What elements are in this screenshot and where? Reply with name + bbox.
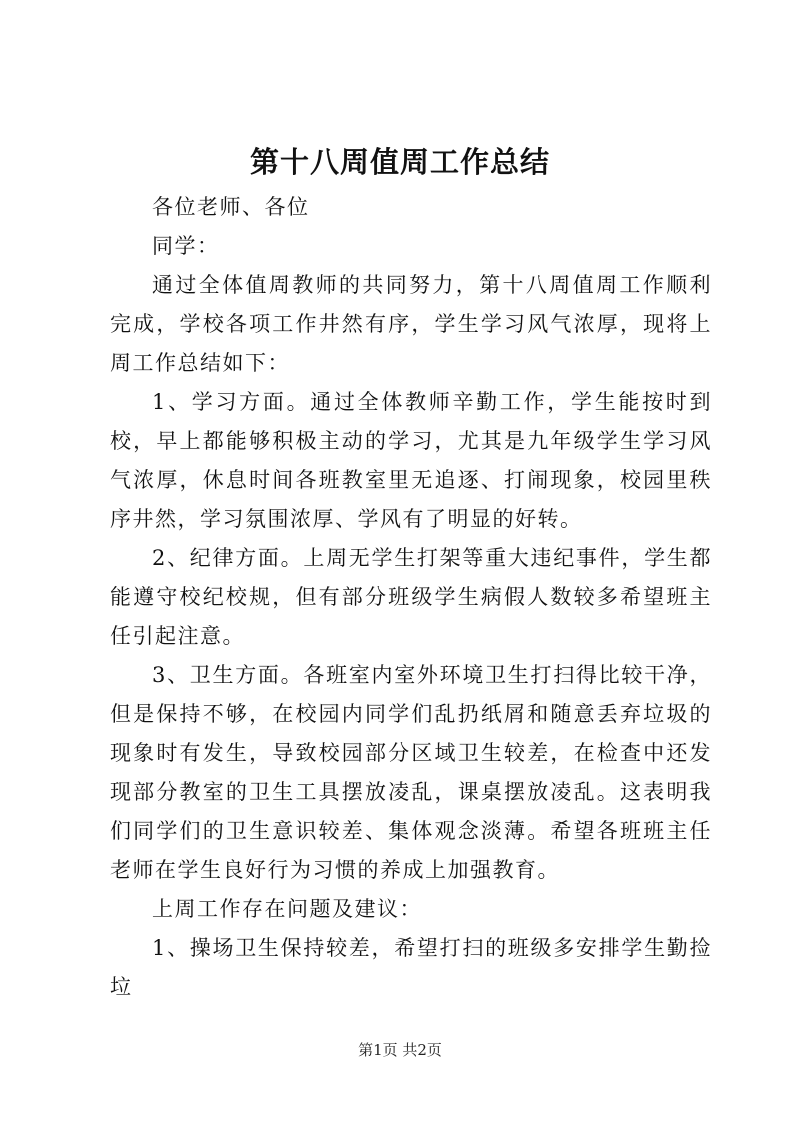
document-title: 第十八周值周工作总结 [249,145,550,179]
page-footer: 第1页 共2页 [358,1041,442,1059]
study-paragraph: 1、学习方面。通过全体教师辛勤工作，学生能按时到校，早上都能够积极主动的学习，尤其是九年级学生学习风气浓厚，休息时间各班教室里无追逐、打闹现象，校园里秩序井然，学习氛围浓厚、学风有了明显的好转。 [110,390,712,531]
document-body [110,188,712,1007]
issues-heading: 上周工作存在问题及建议： [152,897,422,921]
discipline-paragraph: 2、纪律方面。上周无学生打架等重大违纪事件，学生都能遵守校纪校规，但有部分班级学生病假人数较多希望班主任引起注意。 [110,546,712,648]
salutation-line-2: 同学： [152,234,220,258]
issue-item-1: 1、操场卫生保持较差，希望打扫的班级多安排学生勤捡垃 [110,936,712,999]
salutation-line-1: 各位老师、各位 [152,195,310,219]
hygiene-paragraph: 3、卫生方面。各班室内室外环境卫生打扫得比较干净，但是保持不够，在校园内同学们乱扔纸屑和随意丢弃垃圾的现象时有发生，导致校园部分区域卫生较差，在检查中还发现部分教室的卫生工具摆放凌乱，课桌摆放凌乱。这表明我们同学们的卫生意识较差、集体观念淡薄。希望各班班主任老师在学生良好行为习惯的养成上加强教育。 [110,663,712,882]
intro-paragraph: 通过全体值周教师的共同努力，第十八周值周工作顺利完成，学校各项工作井然有序，学生学习风气浓厚，现将上周工作总结如下： [110,273,712,375]
